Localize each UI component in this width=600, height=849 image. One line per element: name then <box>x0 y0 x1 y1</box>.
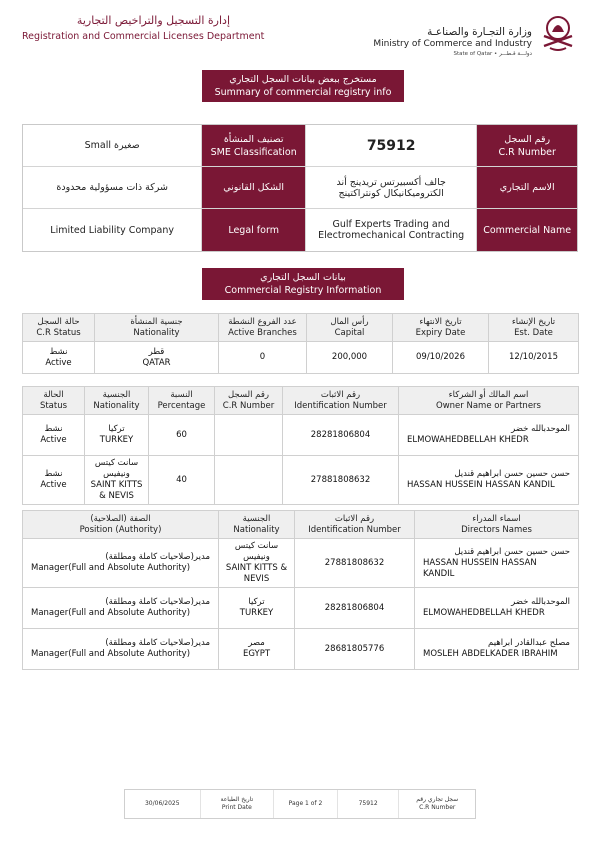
department-header <box>22 14 264 42</box>
commercial-name-value: Gulf Experts Trading and Electromechanical Contracting <box>306 209 477 251</box>
table-row <box>23 629 579 670</box>
nationality-cell: سانت كيتس ونيفيس SAINT KITTS & NEVIS <box>219 539 295 588</box>
percentage-cell: 60 <box>149 415 215 456</box>
nationality-cell: سانت كيتس ونيفيس SAINT KITTS & NEVIS <box>85 456 149 505</box>
cr-number-value: 75912 <box>306 125 477 166</box>
owner-name-cell: الموحدبالله خضر ELMOWAHEDBELLAH KHEDR <box>399 415 579 456</box>
legal-form-ar-label: الشكل القانوني <box>202 167 306 208</box>
department-name-en: Registration and Commercial Licenses Department <box>22 31 265 42</box>
directors-table <box>22 510 579 670</box>
cr-number-label: رقم السجل C.R Number <box>477 125 577 166</box>
header-nationality: الجنسية Nationality <box>219 511 295 539</box>
nationality-cell: قطر QATAR <box>95 342 219 374</box>
nationality-cell: تركيا TURKEY <box>85 415 149 456</box>
position-cell: مدير(صلاحيات كاملة ومطلقة) Manager(Full and Absolute Authority) <box>23 539 219 588</box>
id-number-cell: 28681805776 <box>295 629 415 670</box>
sme-value: Small صغيرة <box>23 125 202 166</box>
header-director-names: اسماء المدراء Directors Names <box>415 511 579 539</box>
table-row <box>23 456 579 505</box>
est-date-cell: 12/10/2015 <box>489 342 579 374</box>
header-est-date: تاريخ الإنشاء Est. Date <box>489 314 579 342</box>
commercial-name-label: Commercial Name <box>477 209 577 251</box>
branches-cell: 0 <box>219 342 307 374</box>
header-cr-status: حالة السجل C.R Status <box>23 314 95 342</box>
qatar-emblem-icon <box>538 10 578 54</box>
director-name-cell: مصلح عبدالقادر ابراهيم MOSLEH ABDELKADER IBRAHIM <box>415 629 579 670</box>
sme-label: تصنيف المنشأة SME Classification <box>202 125 306 166</box>
owner-name-cell: حسن حسين حسن ابراهيم قنديل HASSAN HUSSEIN HASSAN KANDIL <box>399 456 579 505</box>
department-name-ar: إدارة التسجيل والتراخيص التجارية <box>76 14 230 27</box>
trade-name-ar-label: الاسم التجاري <box>477 167 577 208</box>
page-number: Page 1 of 2 <box>274 790 338 818</box>
legal-form-en-label: Legal form <box>202 209 306 251</box>
registry-table <box>22 313 579 374</box>
cr-number-cell <box>215 415 283 456</box>
id-number-cell: 27881808632 <box>283 456 399 505</box>
header-capital: رأس المال Capital <box>307 314 393 342</box>
header-nationality: الجنسية Nationality <box>85 387 149 415</box>
header-cr-number: رقم السجل C.R Number <box>215 387 283 415</box>
table-row <box>23 539 579 588</box>
director-name-cell: حسن حسين حسن ابراهيم قنديل HASSAN HUSSEIN HASSAN KANDIL <box>415 539 579 588</box>
summary-title-en: Summary of commercial registry info <box>214 87 392 98</box>
header-nationality: جنسية المنشأة Nationality <box>95 314 219 342</box>
percentage-cell: 40 <box>149 456 215 505</box>
table-row <box>23 588 579 629</box>
registry-header-row <box>23 314 579 342</box>
page-footer <box>124 789 476 819</box>
id-number-cell: 28281806804 <box>283 415 399 456</box>
header-active-branches: عدد الفروع النشطة Active Branches <box>219 314 307 342</box>
registry-title <box>202 268 404 300</box>
expiry-date-cell: 09/10/2026 <box>393 342 489 374</box>
trade-name-ar-value: جالف أكسبيرتس تريدينج أند الكتروميكانيكال كونتراكتينج <box>306 167 477 208</box>
print-date-label: تاريخ الطباعة Print Date <box>201 790 275 818</box>
registry-title-ar: بيانات السجل التجاري <box>260 272 346 283</box>
summary-grid <box>22 124 578 252</box>
header-expiry-date: تاريخ الانتهاء Expiry Date <box>393 314 489 342</box>
summary-title-ar: مستخرج ببعض بيانات السجل التجاري <box>229 74 377 85</box>
ministry-name-ar: وزارة التجـارة والصناعـة <box>427 26 532 38</box>
position-cell: مدير(صلاحيات كاملة ومطلقة) Manager(Full and Absolute Authority) <box>23 588 219 629</box>
legal-form-ar-value: شركة ذات مسؤولية محدودة <box>23 167 202 208</box>
print-date-value: 30/06/2025 <box>125 790 201 818</box>
summary-title <box>202 70 404 102</box>
director-name-cell: الموحدبالله خضر ELMOWAHEDBELLAH KHEDR <box>415 588 579 629</box>
position-cell: مدير(صلاحيات كاملة ومطلقة) Manager(Full and Absolute Authority) <box>23 629 219 670</box>
header-identification-number: رقم الاثبات Identification Number <box>283 387 399 415</box>
directors-header-row <box>23 511 579 539</box>
footer-cr-value: 75912 <box>338 790 400 818</box>
id-number-cell: 28281806804 <box>295 588 415 629</box>
ministry-header <box>373 10 578 57</box>
cr-status-cell: نشط Active <box>23 342 95 374</box>
nationality-cell: تركيا TURKEY <box>219 588 295 629</box>
header-percentage: النسبة Percentage <box>149 387 215 415</box>
status-cell: نشط Active <box>23 415 85 456</box>
header-owner-name: اسم المالك أو الشركاء Owner Name or Partners <box>399 387 579 415</box>
legal-form-en-value: Limited Liability Company <box>23 209 202 251</box>
header-identification-number: رقم الاثبات Identification Number <box>295 511 415 539</box>
status-cell: نشط Active <box>23 456 85 505</box>
table-row <box>23 415 579 456</box>
header-position: الصفة (الصلاحية) Position (Authority) <box>23 511 219 539</box>
ministry-name-en: Ministry of Commerce and Industry <box>373 39 532 49</box>
owners-table <box>22 386 579 505</box>
registry-title-en: Commercial Registry Information <box>224 285 382 296</box>
nationality-cell: مصر EGYPT <box>219 629 295 670</box>
owners-header-row <box>23 387 579 415</box>
cr-number-cell <box>215 456 283 505</box>
state-label: State of Qatar • دولـــة قـطـــر <box>453 51 532 57</box>
footer-cr-label: سجل تجاري رقم C.R Number <box>416 796 459 811</box>
table-row <box>23 342 579 374</box>
id-number-cell: 27881808632 <box>295 539 415 588</box>
capital-cell: 200,000 <box>307 342 393 374</box>
header-status: الحالة Status <box>23 387 85 415</box>
